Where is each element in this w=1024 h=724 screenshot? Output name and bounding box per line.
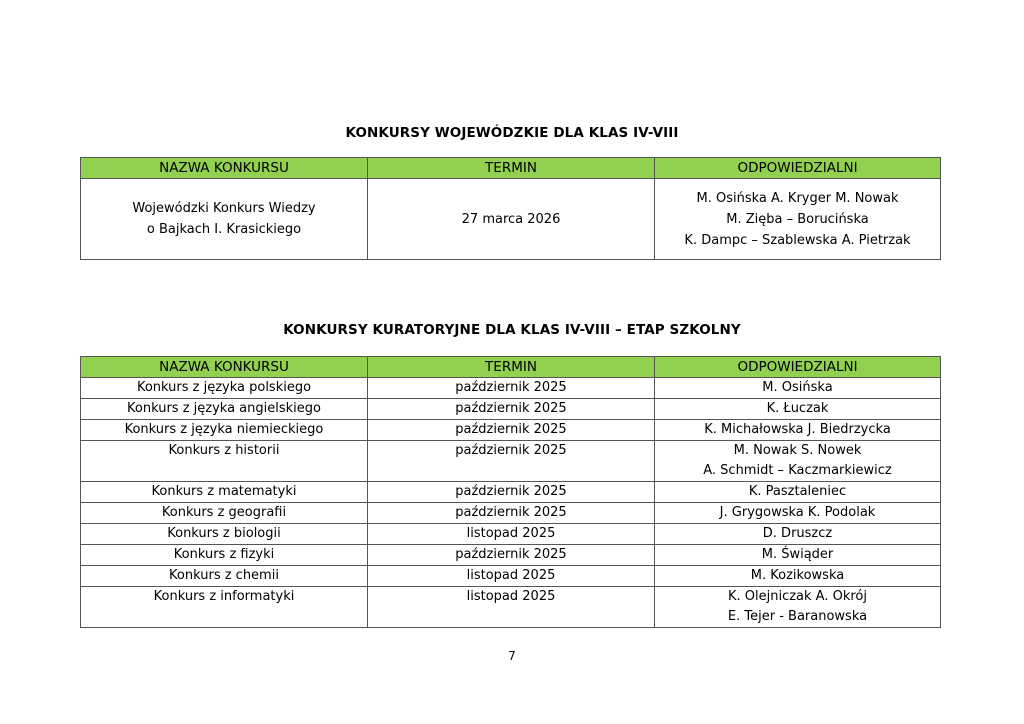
contest-name-cell: Konkurs z języka polskiego [81, 378, 368, 399]
table-header-row [81, 357, 941, 378]
responsible-line: M. Świąder [761, 547, 834, 562]
term-cell: listopad 2025 [368, 524, 655, 545]
page-number: 7 [508, 649, 516, 663]
table-row [81, 524, 941, 545]
section-title-voivodeship: KONKURSY WOJEWÓDZKIE DLA KLAS IV-VIII [345, 125, 679, 141]
contest-name-cell: Konkurs z chemii [81, 566, 368, 587]
responsible-cell [655, 482, 941, 503]
responsible-line: K. Dampc – Szablewska A. Pietrzak [684, 232, 911, 248]
contest-name-cell: Konkurs z geografii [81, 503, 368, 524]
header-contest-name: NAZWA KONKURSU [81, 357, 368, 378]
responsible-line: K. Michałowska J. Biedrzycka [704, 422, 891, 437]
term-cell: listopad 2025 [368, 566, 655, 587]
responsible-cell [655, 420, 941, 441]
term-cell: październik 2025 [368, 503, 655, 524]
term-cell: październik 2025 [368, 441, 655, 482]
responsible-cell [655, 566, 941, 587]
responsible-line: M. Nowak S. Nowek [733, 443, 862, 458]
header-responsible: ODPOWIEDZIALNI [655, 158, 941, 179]
term-cell: październik 2025 [368, 378, 655, 399]
contest-name-cell: Konkurs z matematyki [81, 482, 368, 503]
table-row [81, 441, 941, 482]
header-contest-name: NAZWA KONKURSU [81, 158, 368, 179]
contest-name-cell: Konkurs z fizyki [81, 545, 368, 566]
contest-name-cell: Konkurs z biologii [81, 524, 368, 545]
responsible-cell [655, 179, 941, 260]
responsible-line: M. Osińska [762, 380, 833, 395]
curatorial-contests-table [80, 356, 941, 628]
header-term: TERMIN [368, 158, 655, 179]
responsible-cell [655, 503, 941, 524]
contest-name-cell: Konkurs z informatyki [81, 587, 368, 628]
responsible-cell [655, 441, 941, 482]
term-cell: październik 2025 [368, 420, 655, 441]
term-cell: październik 2025 [368, 545, 655, 566]
responsible-line: K. Łuczak [766, 401, 829, 416]
table-row [81, 420, 941, 441]
term-cell: październik 2025 [368, 482, 655, 503]
contest-name-cell [81, 179, 368, 260]
table-row [81, 482, 941, 503]
table-row [81, 503, 941, 524]
responsible-line: M. Kozikowska [750, 568, 845, 583]
contest-name-line: Wojewódzki Konkurs Wiedzy [132, 201, 316, 216]
table-row [81, 399, 941, 420]
table-row [81, 179, 941, 260]
responsible-cell [655, 399, 941, 420]
responsible-cell [655, 378, 941, 399]
header-term: TERMIN [368, 357, 655, 378]
responsible-line: A. Schmidt – Kaczmarkiewicz [703, 463, 892, 478]
term-cell: październik 2025 [368, 399, 655, 420]
curatorial-contests-body [81, 378, 941, 628]
responsible-cell [655, 545, 941, 566]
responsible-line: K. Pasztaleniec [748, 484, 847, 499]
responsible-line: D. Druszcz [762, 526, 833, 541]
responsible-line: K. Olejniczak A. Okrój [727, 589, 867, 604]
table-row [81, 545, 941, 566]
header-responsible: ODPOWIEDZIALNI [655, 357, 941, 378]
responsible-line: M. Zięba – Borucińska [726, 211, 869, 227]
responsible-line: J. Grygowska K. Podolak [719, 505, 876, 520]
table-row [81, 566, 941, 587]
table-row [81, 378, 941, 399]
contest-name-cell: Konkurs z języka angielskiego [81, 399, 368, 420]
contest-name-line: o Bajkach I. Krasickiego [146, 222, 302, 237]
responsible-line: E. Tejer - Baranowska [727, 609, 868, 624]
term-cell: 27 marca 2026 [368, 179, 655, 260]
table-row [81, 587, 941, 628]
section-title-curatorial: KONKURSY KURATORYJNE DLA KLAS IV-VIII – ETAP SZKOLNY [283, 322, 741, 338]
table-header-row [81, 158, 941, 179]
responsible-cell [655, 587, 941, 628]
voivodeship-contests-table [80, 157, 941, 260]
contest-name-cell: Konkurs z języka niemieckiego [81, 420, 368, 441]
responsible-line: M. Osińska A. Kryger M. Nowak [696, 190, 899, 206]
contest-name-cell: Konkurs z historii [81, 441, 368, 482]
term-cell: listopad 2025 [368, 587, 655, 628]
responsible-cell [655, 524, 941, 545]
